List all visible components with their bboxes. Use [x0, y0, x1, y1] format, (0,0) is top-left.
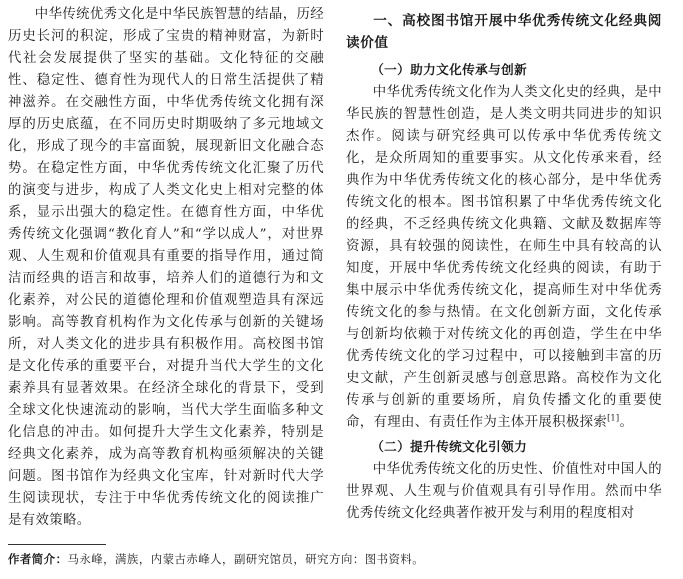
section-heading: 一、高校图书馆开展中华优秀传统文化经典阅读价值: [346, 13, 662, 51]
footnote-divider: [8, 544, 106, 545]
body-paragraph: [346, 82, 662, 434]
author-footnote: [8, 550, 668, 568]
subsection-heading: （一）助力文化传承与创新: [371, 62, 528, 77]
subsection-heading: （二）提升传统文化引领力: [371, 439, 528, 454]
footnote-text: 马永峰，满族，内蒙古赤峰人，副研究馆员，研究方向：图书资料。: [67, 552, 425, 566]
body-paragraph: 中华传统优秀文化是中华民族智慧的结晶，历经历史长河的积淀，形成了宝贵的精神财富，为新时代社会发展提供了坚实的基础。文化特征的交融性、稳定性、德育性为现代人的日常生活提供了精神滋养。在交融性方面，中华优秀传统文化拥有深厚的历史底蕴，在不同历史时期吸纳了多元地域文化，形成了现今的丰富面貌，展现新旧文化融合态势。在稳定性方面，中华优秀传统文化汇聚了历代的演变与进步，构成了人类文化史上相对完整的体系，显示出强大的稳定性。在德育性方面，中华优秀传统文化强调“教化育人”和“学以成人”，对世界观、人生观和价值观具有重要的指导作用，通过简洁而经典的语言和故事，培养人们的道德行为和文化素养，对公民的道德伦理和价值观塑造具有深远影响。高等教育机构作为文化传承与创新的关键场所，对人类文化的进步具有积极作用。高校图书馆是文化传承的重要平台，对提升当代大学生的文化素养具有显著效果。在经济全球化的背景下，受到全球文化快速流动的影响，当代大学生面临多种文化信息的冲击。如何提升大学生文化素养，特别是经典文化素养，成为高等教育机构亟须解决的关键问题。图书馆作为经典文化宝库，针对新时代大学生阅读现状，专注于中华优秀传统文化的阅读推广是有效策略。: [8, 7, 324, 528]
body-paragraph: 中华优秀传统文化的历史性、价值性对中国人的世界观、人生观与价值观具有引导作用。然而中华优秀传统文化经典著作被开发与利用的程度相对: [346, 462, 662, 521]
paragraph-end: 。: [619, 415, 634, 430]
footnote-label: 作者简介：: [8, 552, 68, 566]
citation-marker[interactable]: [1]: [607, 413, 620, 423]
left-column: [8, 4, 324, 532]
paragraph-text: 中华优秀传统文化作为人类文化史的经典，是中华民族的智慧性创造，是人类文明共同进步的知识杰作。阅读与研究经典可以传承中华优秀传统文化，是众所周知的重要事实。从文化传承来看，经典作为中华优秀传统文化的核心部分，是中华优秀传统文化的根本。图书馆积累了中华优秀传统文化的经典，不乏经典传统文化典籍、文献及数据库等资源，具有较强的阅读性，在师生中具有较高的认知度，开展中华优秀传统文化经典的阅读，有助于集中展示中华优秀传统文化，提高师生对中华优秀传统文化的参与热情。在文化创新方面，文化传承与创新均依赖于对传统文化的再创造，学生在中华优秀传统文化的学习过程中，可以接触到丰富的历史文献，产生创新灵感与创意思路。高校作为文化传承与创新的重要场所，肩负传播文化的重要使命，有理由、有责任作为主体开展积极探索: [346, 85, 662, 430]
right-column: [346, 4, 662, 525]
